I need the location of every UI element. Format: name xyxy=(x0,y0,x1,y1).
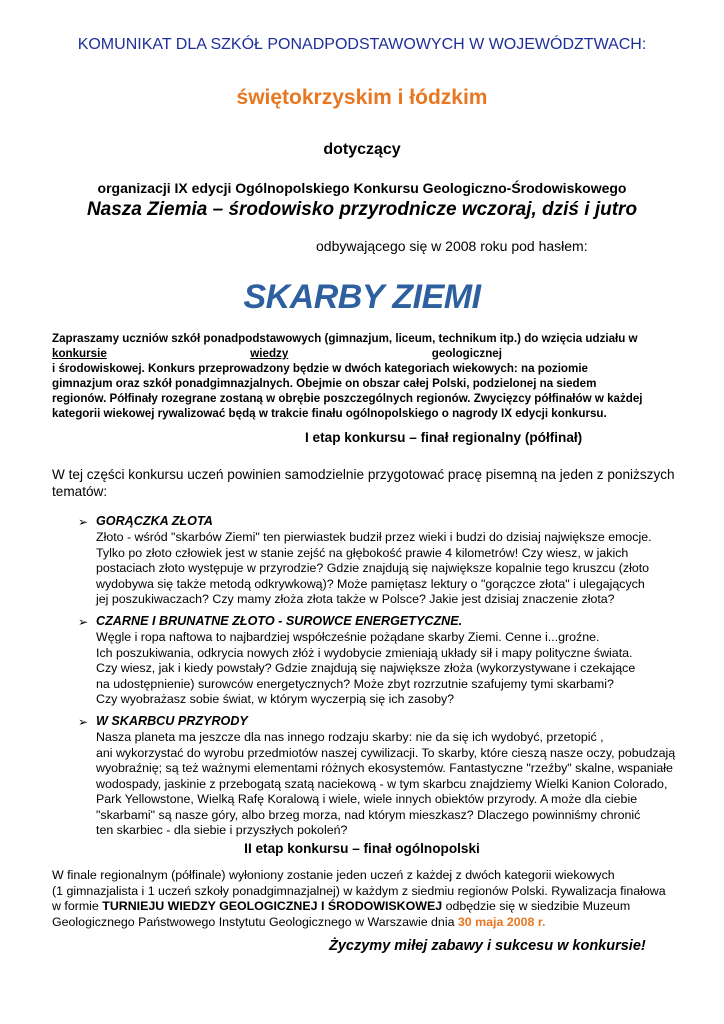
intro-line: Zapraszamy uczniów szkół ponadpodstawowych (gimnazjum, liceum, technikum itp.) do wzięcia udziału w xyxy=(52,332,638,345)
intro-line: kategorii wiekowej rywalizować będą w trakcie finału ogólnopolskiego o nagrody IX edycji konkursu. xyxy=(52,406,607,420)
final-text: w formie xyxy=(52,899,103,913)
intro-line: regionów. Półfinały rozegrane zostaną w obrębie poszczególnych regionów. Zwycięzcy półfinałów w każdej xyxy=(52,391,643,405)
intro-line: i środowiskowej. Konkurs przeprowadzony będzie w dwóch kategoriach wiekowych: na poziomie xyxy=(52,361,588,375)
lead-line: W tej części konkursu uczeń powinien samodzielnie przygotować pracę pisemną na jeden z poniższych xyxy=(52,467,675,482)
arrow-bullet-icon: ➢ xyxy=(78,515,89,529)
final-line: (1 gimnazjalista i 1 uczeń szkoły ponadgimnazjalnej) w każdym z siedmiu regionów Polski. Rywalizacja finałowa xyxy=(52,883,666,898)
organization-line: organizacji IX edycji Ogólnopolskiego Konkursu Geologiczno-Środowiskowego xyxy=(97,180,627,196)
stage1-heading: I etap konkursu – finał regionalny (półfinał) xyxy=(305,430,583,445)
topic-line: wydobywa się także metodą odkrywkową)? Może pamiętasz lektury o "gorączce złota" i ulegających xyxy=(96,576,645,591)
topic-line: Nasza planeta ma jeszcze dla nas innego rodzaju skarby: nie da się ich wydobyć, przetopić , xyxy=(96,730,604,744)
topic-line: jej poszukiwaczach? Czy mamy złoża złota także w Polsce? Jakie jest dzisiaj znaczenie złota? xyxy=(96,592,615,606)
topic-title: CZARNE I BRUNATNE ZŁOTO - SUROWCE ENERGETYCZNE. xyxy=(96,614,463,628)
final-line: W finale regionalnym (półfinale) wyłoniony zostanie jeden uczeń z każdej z dwóch kategorii wiekowych xyxy=(52,868,615,882)
topic-line: Park Yellowstone, Wielką Rafę Koralową i wiele, wiele innych obiektów przyrody. A może dla ciebie xyxy=(96,792,638,806)
topic-line: Czy wyobrażasz sobie świat, w którym wyczerpią się ich zasoby? xyxy=(96,692,455,706)
topic-text xyxy=(96,530,652,608)
final-date: 30 maja 2008 r. xyxy=(457,914,546,929)
topic-line: na udostępnienie) surowców energetycznych? Może zbyt rozrzutnie szafujemy tymi skarbami? xyxy=(96,676,614,691)
topic-line: Węgle i ropa naftowa to najbardziej współcześnie pożądane skarby Ziemi. Cenne i...groźne. xyxy=(96,630,600,644)
topic-line: ani wykorzystać do wyrobu przedmiotów naszej cywilizacji. To skarby, które cieszą nasze oczy, pobudzają xyxy=(96,745,676,760)
final-line xyxy=(52,899,692,915)
intro-word: wiedzy xyxy=(250,346,289,360)
topic-line: Złoto - wśród "skarbów Ziemi" ten pierwiastek budził przez wieki i budzi do dzisiaj największe emocje. xyxy=(96,530,652,544)
final-line xyxy=(52,915,692,931)
motto-title: SKARBY ZIEMI xyxy=(243,278,481,316)
intro-word: konkursie xyxy=(52,346,107,360)
topic-line: wyobraźnię; są też ważnymi elementami różnych ekosystemów. Fantastyczne "rzeźby" skalne, wspaniałe xyxy=(96,761,673,775)
intro-line: gimnazjum oraz szkół ponadgimnazjalnych. Obejmie on obszar całej Polski, podzielonej na siedem xyxy=(52,376,597,390)
final-text: Geologicznego Państwowego Instytutu Geologicznego w Warszawie dnia xyxy=(52,914,458,929)
topic-line: postaciach złoto występuje w przyrodzie? Gdzie znajdują się największe kopalnie tego kruszcu (złoto xyxy=(96,561,650,575)
arrow-bullet-icon: ➢ xyxy=(78,615,89,629)
topic-line: wodospady, jaskinie z przebogatą szatą naciekową - w tym skarbcu znajdziemy Wielki Kanion Colorado, xyxy=(96,776,668,791)
topic-line: ten skarbiec - dla siebie i przyszłych pokoleń? xyxy=(96,823,348,837)
stage1-lead xyxy=(52,466,682,500)
topic-title: GORĄCZKA ZŁOTA xyxy=(96,514,213,528)
intro-word: geologicznej xyxy=(431,346,502,360)
topic-line: Ich poszukiwania, odkrycia nowych złóż i wydobycie zmieniają układy sił i mapy polityczne świata. xyxy=(96,645,633,660)
regions-title: świętokrzyskim i łódzkim xyxy=(236,86,488,109)
topic-line: Czy wiesz, jak i kiedy powstały? Gdzie znajdują się największe złoża (wykorzystywane i czekające xyxy=(96,661,636,675)
topic-text xyxy=(96,630,635,708)
lead-line: tematów: xyxy=(52,484,108,499)
competition-title: Nasza Ziemia – środowisko przyrodnicze wczoraj, dziś i jutro xyxy=(86,199,638,220)
topic-text xyxy=(96,730,675,839)
closing-wish: Życzymy miłej zabawy i sukcesu w konkursie! xyxy=(329,938,646,954)
arrow-bullet-icon: ➢ xyxy=(78,715,89,729)
stage2-heading: II etap konkursu – finał ogólnopolski xyxy=(244,841,480,856)
intro-line xyxy=(52,347,672,362)
motto-intro: odbywającego się w 2008 roku pod hasłem: xyxy=(316,238,588,254)
topic-line: Tylko po złoto człowiek jest w stanie zejść na głębokość prawie 4 kilometrów! Czy wiesz, w jakich xyxy=(96,545,629,560)
tournament-name: TURNIEJU WIEDZY GEOLOGICZNEJ I ŚRODOWISKOWEJ xyxy=(102,899,443,913)
announcement-header: KOMUNIKAT DLA SZKÓŁ PONADPODSTAWOWYCH W WOJEWÓDZTWACH: xyxy=(77,36,647,53)
topic-line: "skarbami" są nasze góry, albo brzeg morza, nad którym mieszkasz? Dlaczego powinniśmy chronić xyxy=(96,807,641,822)
intro-paragraph xyxy=(52,332,672,421)
final-text: odbędzie się w siedzibie Muzeum xyxy=(442,899,631,913)
concerning-label: dotyczący xyxy=(323,141,401,158)
final-paragraph xyxy=(52,868,692,930)
topic-title: W SKARBCU PRZYRODY xyxy=(96,714,248,728)
